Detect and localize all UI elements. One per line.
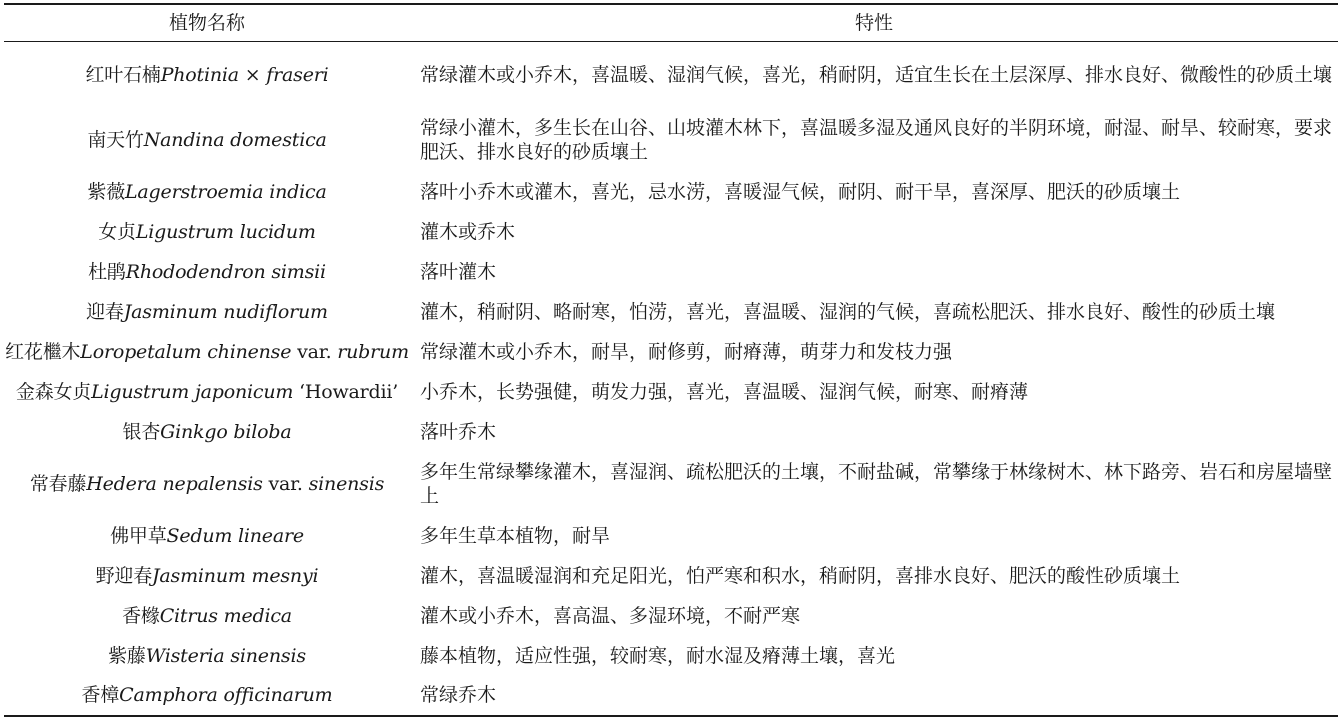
plant-name-cell: [4, 252, 410, 292]
plant-name-cell: [4, 516, 410, 556]
characteristics-cell: 落叶乔木: [420, 420, 497, 443]
latin-name: Nandina domestica: [143, 128, 327, 151]
chinese-name: 金森女贞: [15, 380, 92, 403]
chinese-name: 紫藤: [108, 644, 146, 667]
characteristics-cell: 灌木或小乔木，喜高温、多湿环境，不耐严寒: [420, 604, 801, 627]
table-row: [4, 452, 1338, 516]
latin-variety: sinensis: [308, 472, 385, 495]
table-body: [4, 42, 1338, 716]
characteristics-cell: 多年生常绿攀缘灌木，喜湿润、疏松肥沃的土壤，不耐盐碱，常攀缘于林缘树木、林下路旁、岩石和房屋墙壁上: [420, 460, 1333, 507]
chinese-name: 红叶石楠: [85, 63, 161, 86]
chinese-name: 香樟: [81, 684, 120, 706]
table-row: [4, 332, 1338, 372]
latin-name: Hedera nepalensis: [86, 472, 263, 495]
latin-name: Camphora officinarum: [119, 684, 333, 706]
table-row: [4, 108, 1338, 172]
latin-name: Citrus medica: [159, 604, 292, 627]
table-row: [4, 556, 1338, 596]
latin-name: Wisteria sinensis: [145, 644, 306, 667]
characteristics-cell: 常绿小灌木，多生长在山谷、山坡灌木林下，喜温暖多湿及通风良好的半阴环境，耐湿、耐旱、较耐寒，要求肥沃、排水良好的砂质壤土: [420, 116, 1333, 163]
header-characteristics: 特性: [410, 4, 1338, 42]
table-row: [4, 372, 1338, 412]
table-row: [4, 516, 1338, 556]
latin-variety: rubrum: [337, 340, 409, 363]
plant-name-cell: [4, 676, 410, 716]
chinese-name: 迎春: [86, 300, 124, 323]
table-row: [4, 252, 1338, 292]
chinese-name: 野迎春: [95, 564, 152, 587]
latin-name: Jasminum mesnyi: [152, 564, 319, 587]
chinese-name: 佛甲草: [110, 524, 167, 547]
plant-characteristics-table: [4, 3, 1338, 717]
chinese-name: 南天竹: [87, 128, 144, 151]
table-row: [4, 212, 1338, 252]
plant-name-cell: [4, 412, 410, 452]
table-header-row: [4, 4, 1338, 42]
chinese-name: 香橼: [122, 604, 160, 627]
plant-name-cell: [4, 172, 410, 212]
characteristics-cell: 小乔木，长势强健，萌发力强，喜光，喜温暖、湿润气候，耐寒、耐瘠薄: [420, 380, 1029, 403]
plant-name-cell: [4, 212, 410, 252]
chinese-name: 紫薇: [87, 180, 126, 203]
characteristics-cell: 常绿乔木: [410, 676, 1338, 716]
plant-name-cell: [4, 636, 410, 676]
characteristics-cell: 常绿灌木或小乔木，耐旱，耐修剪，耐瘠薄，萌芽力和发枝力强: [420, 340, 953, 363]
latin-name: Ligustrum lucidum: [135, 220, 316, 243]
chinese-name: 红花檵木: [5, 340, 81, 363]
table-row: [4, 676, 1338, 716]
table-row: [4, 636, 1338, 676]
table-row: [4, 292, 1338, 332]
latin-name: Sedum lineare: [166, 524, 304, 547]
latin-name: Loropetalum chinense: [80, 340, 292, 363]
latin-name: Photinia × fraseri: [160, 63, 329, 86]
characteristics-cell: 落叶小乔木或灌木，喜光，忌水涝，喜暖湿气候，耐阴、耐干旱，喜深厚、肥沃的砂质壤土: [420, 180, 1181, 203]
chinese-name: 杜鹃: [88, 260, 126, 283]
plant-name-cell: [4, 372, 410, 412]
table-row: [4, 412, 1338, 452]
header-plant-name: 植物名称: [4, 4, 410, 42]
plant-name-cell: [4, 332, 410, 372]
latin-name: Rhododendron simsii: [125, 260, 326, 283]
characteristics-cell: 灌木，喜温暖湿润和充足阳光，怕严寒和积水，稍耐阴，喜排水良好、肥沃的酸性砂质壤土: [420, 564, 1181, 587]
table-row: [4, 42, 1338, 108]
characteristics-cell: 常绿灌木或小乔木，喜温暖、湿润气候，喜光，稍耐阴，适宜生长在土层深厚、排水良好、微酸性的砂质土壤: [420, 63, 1333, 86]
latin-name: Ginkgo biloba: [160, 420, 292, 443]
latin-name: Lagerstroemia indica: [125, 180, 327, 203]
chinese-name: 女贞: [98, 220, 136, 243]
chinese-name: 常春藤: [29, 472, 87, 495]
characteristics-cell: 落叶灌木: [420, 260, 497, 283]
chinese-name: 银杏: [122, 420, 161, 443]
table-row: [4, 596, 1338, 636]
latin-name: Jasminum nudiflorum: [123, 300, 328, 323]
cultivar-name: ‘Howardii’: [293, 380, 399, 403]
characteristics-cell: 藤本植物，适应性强，较耐寒，耐水湿及瘠薄土壤，喜光: [420, 644, 896, 667]
plant-name-cell: [4, 452, 410, 516]
plant-name-cell: [4, 556, 410, 596]
characteristics-cell: 多年生草本植物，耐旱: [420, 524, 611, 547]
plant-name-cell: [4, 596, 410, 636]
plant-name-cell: [4, 292, 410, 332]
plant-name-cell: [4, 108, 410, 172]
infraspecific-rank: var.: [262, 472, 309, 495]
characteristics-cell: 灌木或乔木: [420, 220, 516, 243]
latin-name: Ligustrum japonicum: [91, 380, 294, 403]
plant-name-cell: [4, 42, 410, 108]
infraspecific-rank: var.: [291, 340, 338, 363]
table-row: [4, 172, 1338, 212]
characteristics-cell: 灌木，稍耐阴、略耐寒，怕涝，喜光，喜温暖、湿润的气候，喜疏松肥沃、排水良好、酸性的砂质土壤: [420, 300, 1276, 323]
